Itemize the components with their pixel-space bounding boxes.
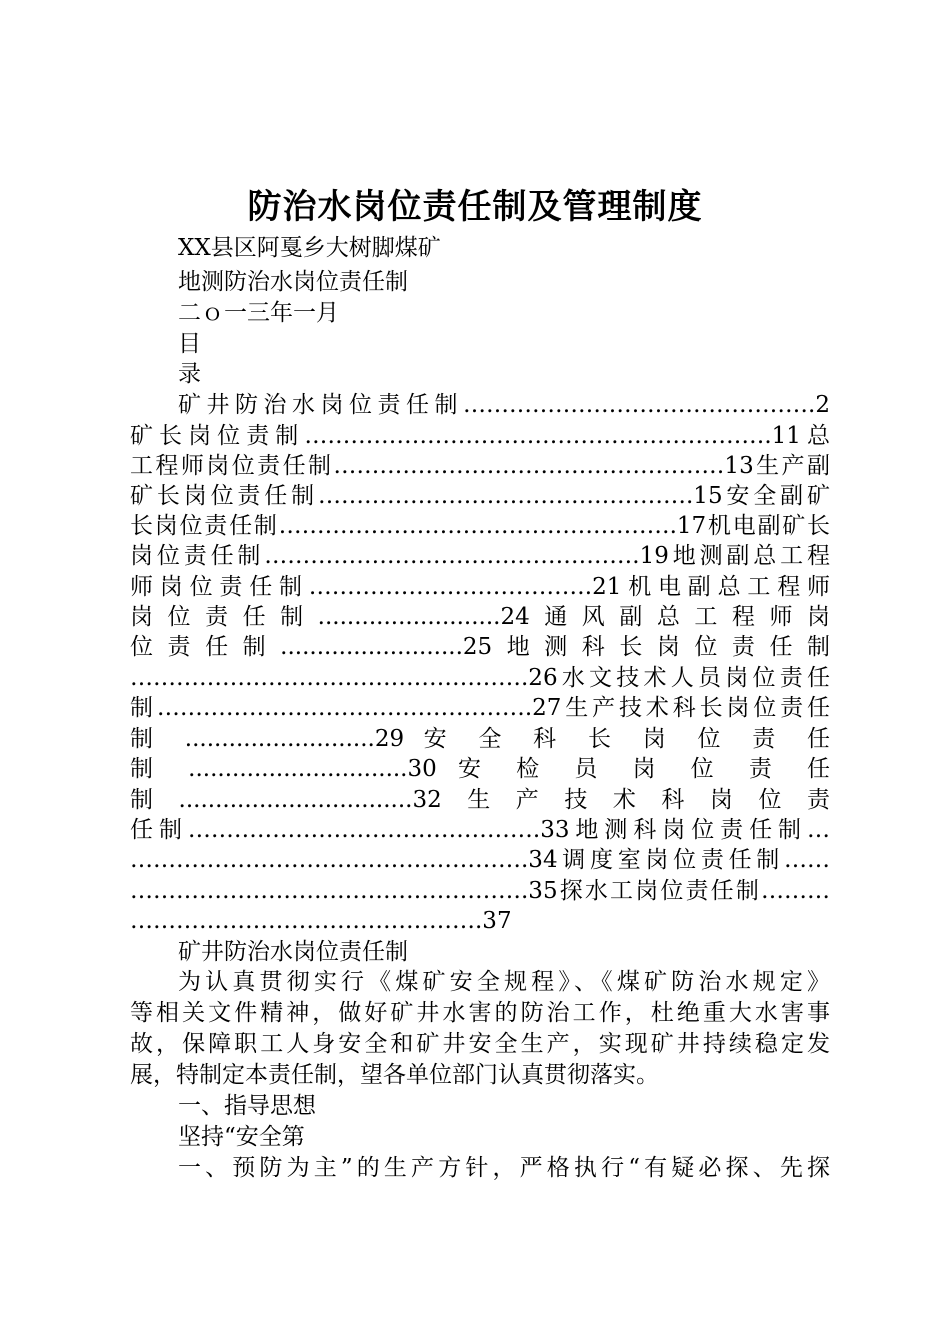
toc-line: 长岗位责任制…………………………………………….17机电副矿长 <box>130 513 830 539</box>
body-line: 一、预防为主”的生产方针，严格执行“有疑必探、先探 <box>178 1155 830 1181</box>
toc-line: ……………………………………….37 <box>130 908 512 934</box>
paragraph-line: 故，保障职工人身安全和矿井安全生产，实现矿井持续稳定发 <box>130 1031 830 1057</box>
body-line: 坚持“安全第 <box>178 1124 305 1150</box>
toc-line: …………………………………………….35探水工岗位责任制……… <box>130 878 830 904</box>
paragraph-line: 为认真贯彻实行《煤矿安全规程》、《煤矿防治水规定》 <box>178 969 830 995</box>
toc-heading-lu: 录 <box>178 361 201 387</box>
toc-line: …………………………………………….26水文技术人员岗位责任 <box>130 665 830 691</box>
section-heading: 矿井防治水岗位责任制 <box>178 939 408 965</box>
mine-name: XX县区阿戛乡大树脚煤矿 <box>178 235 441 261</box>
toc-line: 制 ..........................29 安 全 科 长 岗 位 责 任 <box>130 726 830 752</box>
subtitle: 地测防治水岗位责任制 <box>178 269 408 295</box>
toc-line: 矿井防治水岗位责任制……………………………………….2 <box>178 392 830 418</box>
toc-line: 制................................32生产技术科岗位责 <box>130 787 830 813</box>
toc-line: 岗位责任制.........................24通风副总工程师岗 <box>130 604 830 630</box>
toc-line: 位责任制.........................25地测科长岗位责任制 <box>130 634 830 660</box>
subheading: 一、指导思想 <box>178 1093 316 1119</box>
toc-line: 师岗位责任制……………………………….21机电副总工程师 <box>130 574 830 600</box>
toc-line: 矿长岗位责任制………………………………………….15安全副矿 <box>130 483 830 509</box>
document-title: 防治水岗位责任制及管理制度 <box>247 187 703 227</box>
toc-line: 制 ..............................30 安 检 员 岗 位 责 任 <box>130 756 830 782</box>
paragraph-line: 等相关文件精神，做好矿井水害的防治工作，杜绝重大水害事 <box>130 1000 830 1026</box>
toc-line: …………………………………………….34调度室岗位责任制…… <box>130 847 830 873</box>
toc-line: 制………………………………………….27生产技术科长岗位责任 <box>130 695 830 721</box>
toc-line: 工程师岗位责任制……………………………………………13生产副 <box>130 453 830 479</box>
paragraph-line: 展，特制定本责任制，望各单位部门认真贯彻落实。 <box>130 1062 659 1088</box>
toc-line: 矿长岗位责制…………………………………………………….11总 <box>130 423 830 449</box>
toc-line: 任制……………………………………….33地测科岗位责任制… <box>130 817 830 843</box>
toc-heading-mu: 目 <box>178 331 201 357</box>
toc-line: 岗位责任制………………………………………….19地测副总工程 <box>130 543 830 569</box>
date-line: 二ｏ一三年一月 <box>178 300 339 326</box>
